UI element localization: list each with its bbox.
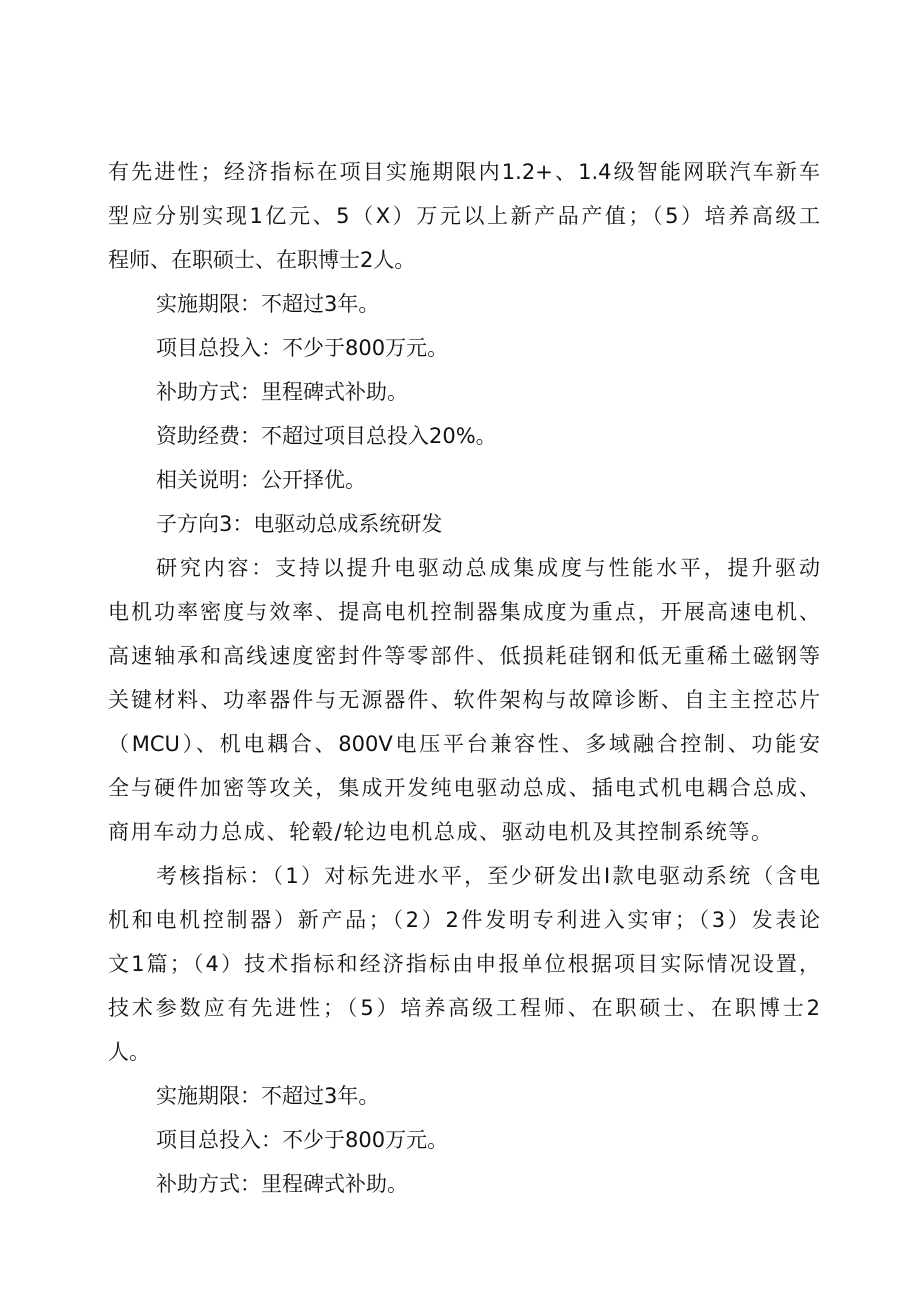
text-line: 商用车动力总成、轮毂/轮边电机总成、驱动电机及其控制系统等。	[108, 820, 772, 844]
section-heading: 子方向3：电驱动总成系统研发	[156, 512, 443, 536]
text-line: 技术参数应有先进性；（5）培养高级工程师、在职硕士、在职博士2	[108, 996, 820, 1020]
text-line: 项目总投入：不少于800万元。	[156, 336, 449, 360]
text-line: 实施期限：不超过3年。	[156, 1084, 380, 1108]
text-line: 型应分别实现1亿元、5（X）万元以上新产品产值；（5）培养高级工	[108, 204, 820, 228]
text-line: 文1篇；（4）技术指标和经济指标由申报单位根据项目实际情况设置，	[108, 952, 820, 976]
text-line: 相关说明：公开择优。	[156, 468, 366, 492]
text-line: 程师、在职硕士、在职博士2人。	[108, 248, 416, 272]
text-line: 研究内容：支持以提升电驱动总成集成度与性能水平，提升驱动	[156, 556, 820, 580]
text-line: 人。	[108, 1040, 150, 1064]
text-line: （MCU）、机电耦合、800V电压平台兼容性、多域融合控制、功能安	[108, 732, 820, 756]
text-line: 补助方式：里程碑式补助。	[156, 1172, 408, 1196]
text-line: 实施期限：不超过3年。	[156, 292, 380, 316]
text-line: 有先进性；经济指标在项目实施期限内1.2+、1.4级智能网联汽车新车	[108, 160, 820, 184]
text-line: 电机功率密度与效率、提高电机控制器集成度为重点，开展高速电机、	[108, 600, 820, 624]
text-line: 机和电机控制器）新产品；（2）2件发明专利进入实审；（3）发表论	[108, 908, 820, 932]
text-line: 项目总投入：不少于800万元。	[156, 1128, 449, 1152]
text-line: 高速轴承和高线速度密封件等零部件、低损耗硅钢和低无重稀土磁钢等	[108, 644, 820, 668]
text-line: 资助经费：不超过项目总投入20%。	[156, 424, 497, 448]
text-line: 考核指标：（1）对标先进水平，至少研发出I款电驱动系统（含电	[156, 864, 820, 888]
text-line: 补助方式：里程碑式补助。	[156, 380, 408, 404]
text-line: 关键材料、功率器件与无源器件、软件架构与故障诊断、自主主控芯片	[108, 688, 820, 712]
text-line: 全与硬件加密等攻关，集成开发纯电驱动总成、插电式机电耦合总成、	[108, 776, 820, 800]
